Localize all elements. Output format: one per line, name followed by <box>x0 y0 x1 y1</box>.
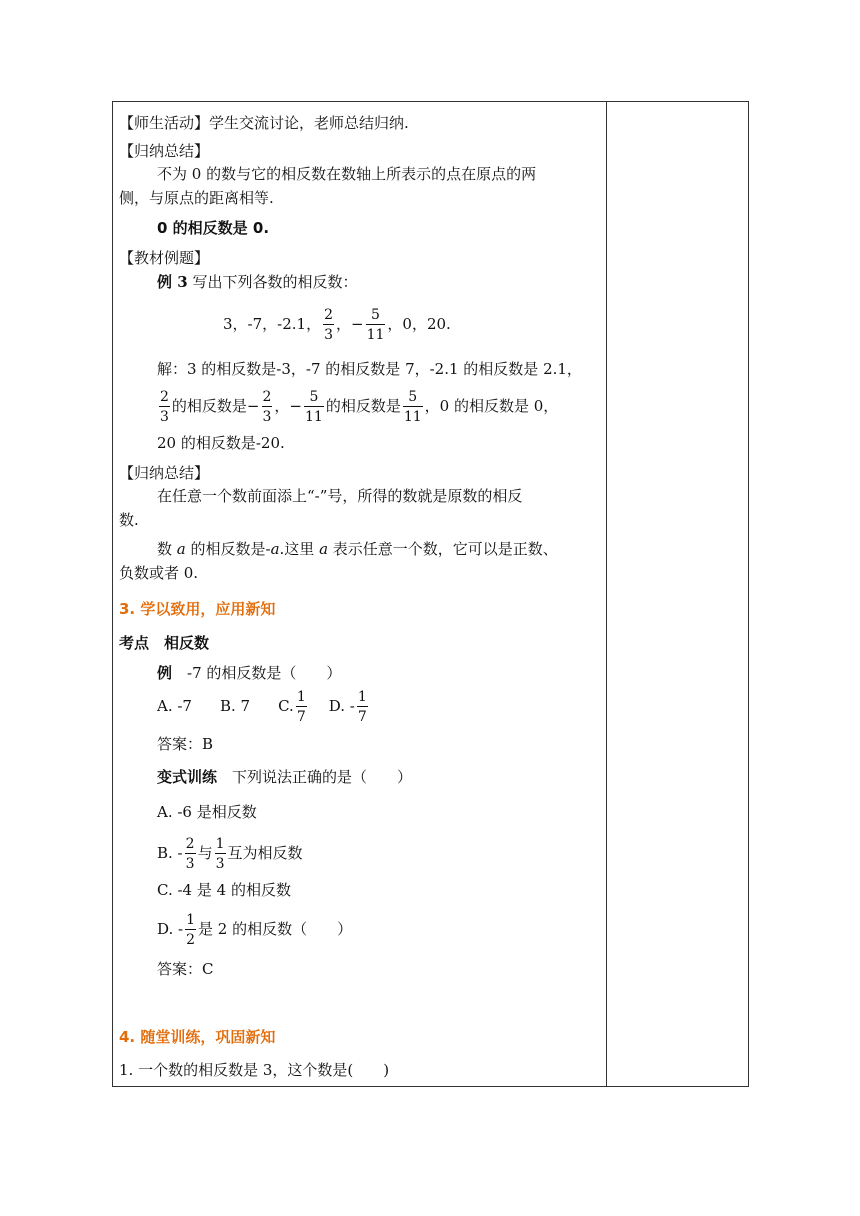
fraction-denominator: 3 <box>160 409 169 425</box>
text-part: 与 <box>197 844 213 862</box>
lesson-content-cell <box>113 102 606 1086</box>
fraction-1-7 <box>357 690 368 724</box>
fraction-denominator: 2 <box>186 932 196 948</box>
example-3-label: 例 3 <box>157 273 188 291</box>
fraction-denominator: 3 <box>215 856 225 872</box>
solution-part-b: ，− <box>274 397 302 415</box>
fraction-numerator: 2 <box>262 389 272 405</box>
solution-part-c: 的相反数是 <box>325 397 401 415</box>
fraction-numerator: 1 <box>357 689 367 705</box>
solution-line-2 <box>157 390 558 424</box>
text-part: .这里 <box>279 540 320 558</box>
variant-exercise-text: 下列说法正确的是（ ） <box>217 768 413 786</box>
numbers-part-b: ，− <box>336 315 364 333</box>
fraction-numerator: 2 <box>160 389 169 405</box>
fraction-1-3 <box>215 837 226 871</box>
example-3-line <box>157 271 357 293</box>
option-b: B. 7 <box>219 697 251 715</box>
fraction-denominator: 7 <box>357 709 367 725</box>
variant-exercise-label: 变式训练 <box>157 768 218 786</box>
variable-a: a <box>270 540 280 558</box>
text-part: D. - <box>157 920 184 938</box>
fraction-denominator: 11 <box>366 327 385 343</box>
section-3-heading: 3. 学以致用，应用新知 <box>119 600 276 618</box>
text-part: 表示任意一个数，它可以是正数、 <box>328 540 558 558</box>
text-part: B. - <box>157 844 183 862</box>
fraction-2-3 <box>323 308 334 342</box>
solution-line-3: 20 的相反数是-20. <box>157 434 285 452</box>
summary-heading-1: 【归纳总结】 <box>119 142 210 160</box>
fraction-1-7 <box>296 690 307 724</box>
variable-a: a <box>176 540 186 558</box>
solution-part-a: 的相反数是− <box>171 397 260 415</box>
summary-text-1a: 不为 0 的数与它的相反数在数轴上所表示的点在原点的两 <box>157 165 537 183</box>
fraction-numerator: 2 <box>185 836 195 852</box>
fraction-1-2 <box>185 913 196 947</box>
activity-line: 【师生活动】学生交流讨论，老师总结归纳. <box>119 114 409 132</box>
summary-text-1b: 侧，与原点的距离相等. <box>119 189 274 207</box>
fraction-2-3 <box>262 390 273 424</box>
example-options <box>157 690 370 724</box>
lesson-table <box>112 101 749 1087</box>
fraction-denominator: 11 <box>305 409 323 425</box>
text-part: 互为相反数 <box>227 844 303 862</box>
textbook-example-heading: 【教材例题】 <box>119 249 210 267</box>
example-3-text: 写出下列各数的相反数： <box>187 273 358 291</box>
fraction-5-11 <box>403 390 423 424</box>
question-1: 1. 一个数的相反数是 3，这个数是( ) <box>119 1061 390 1079</box>
fraction-denominator: 7 <box>296 709 306 725</box>
fraction-2-3 <box>185 837 196 871</box>
fraction-denominator: 11 <box>403 409 422 425</box>
fraction-numerator: 5 <box>366 308 386 325</box>
solution-part-d: ，0 的相反数是 0， <box>424 397 559 415</box>
zero-opposite-line: 0 的相反数是 0. <box>157 219 270 237</box>
variable-a-line <box>157 538 558 560</box>
fraction-denominator: 3 <box>185 856 195 872</box>
answer-2: 答案：C <box>157 960 214 978</box>
option-c: C. <box>278 697 294 715</box>
numbers-part-a: 3，-7，-2.1， <box>223 315 322 333</box>
text-part: 是 2 的相反数（ ） <box>198 920 353 938</box>
fraction-numerator: 1 <box>215 836 225 852</box>
text-part: 数 <box>157 540 177 558</box>
fraction-numerator: 5 <box>403 390 423 407</box>
column-divider <box>606 102 607 1086</box>
option-a: A. -7 <box>157 697 192 715</box>
variant-exercise-line <box>157 766 412 788</box>
fraction-denominator: 3 <box>262 409 272 425</box>
variable-a: a <box>319 540 329 558</box>
answer-1: 答案：B <box>157 735 214 753</box>
section-4-heading: 4. 随堂训练，巩固新知 <box>119 1028 276 1046</box>
fraction-numerator: 2 <box>324 307 334 323</box>
variable-a-line-2: 负数或者 0. <box>119 564 199 582</box>
topic-heading: 考点 相反数 <box>119 634 210 652</box>
fraction-2-3 <box>159 390 170 424</box>
variant-option-b <box>157 837 303 871</box>
option-d: D. - <box>328 697 355 715</box>
fraction-numerator: 5 <box>304 390 324 407</box>
numbers-part-c: ，0，20. <box>387 315 451 333</box>
variant-option-d <box>157 913 352 947</box>
fraction-numerator: 1 <box>296 689 306 705</box>
fraction-5-11 <box>304 390 324 424</box>
fraction-numerator: 1 <box>186 912 196 928</box>
solution-line-1: 解：3 的相反数是-3，-7 的相反数是 7，-2.1 的相反数是 2.1， <box>157 360 582 378</box>
example-3-numbers <box>223 308 451 342</box>
variant-option-c: C. -4 是 4 的相反数 <box>157 881 291 899</box>
example-label: 例 <box>157 664 173 682</box>
summary-text-2a: 在任意一个数前面添上“-”号，所得的数就是原数的相反 <box>157 487 523 505</box>
text-part: 的相反数是- <box>185 540 271 558</box>
example-text: -7 的相反数是（ ） <box>172 664 342 682</box>
summary-text-2b: 数. <box>119 511 139 529</box>
fraction-denominator: 3 <box>324 327 334 343</box>
example-line <box>157 662 341 684</box>
summary-heading-2: 【归纳总结】 <box>119 464 210 482</box>
variant-option-a: A. -6 是相反数 <box>157 803 257 821</box>
fraction-5-11 <box>366 308 386 342</box>
